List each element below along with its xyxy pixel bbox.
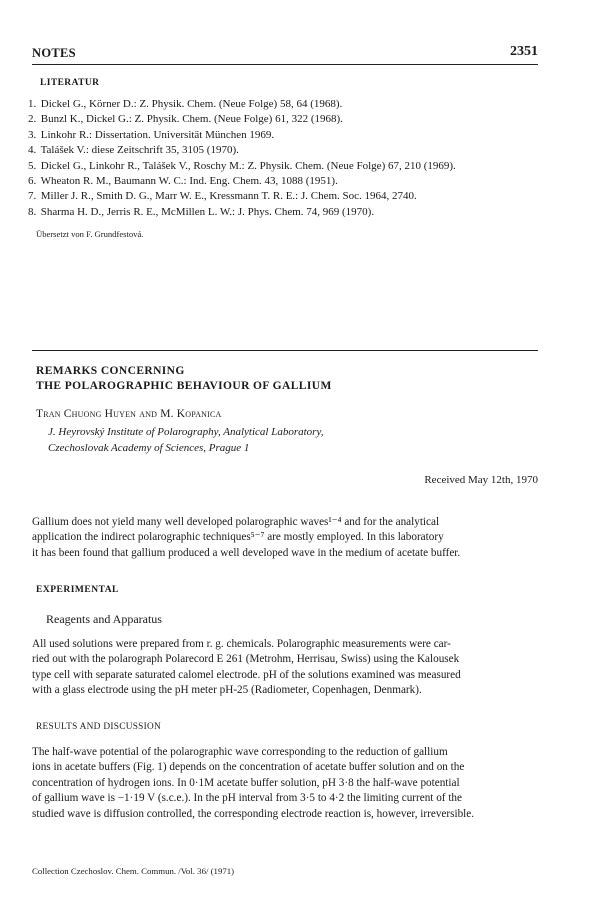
literature-heading: LITERATUR [40,78,100,88]
reference-item: 3. Linkohr R.: Dissertation. Universität München 1969. [28,128,275,141]
article-title-line-2: THE POLAROGRAPHIC BEHAVIOUR OF GALLIUM [36,380,332,392]
article-authors: Tran Chuong Huyen and M. Kopanica [36,408,222,420]
reference-item: 4. Talášek V.: diese Zeitschrift 35, 3105 (1970). [28,144,239,157]
results-heading: RESULTS AND DISCUSSION [36,722,162,732]
reference-item: 6. Wheaton R. M., Baumann W. C.: Ind. Eng. Chem. 43, 1088 (1951). [28,175,338,188]
received-date: Received May 12th, 1970 [424,474,538,486]
results-paragraph: The half-wave potential of the polarographic wave corresponding to the reduction of gallium ions in acetate buffers (Fig. 1) depends on the concentration of acetate buffer solution and on the concentration of hydrogen ions. In 0·1M acetate buffer solution, pH 3·8 the half-wave potential of gallium wave is −1·19 V (s.c.e.). In the pH interval from 3·5 to 4·2 the limiting current of the studied wave is diffusion controlled, the corresponding electrode reaction is, however, irreversible. [32,746,475,820]
reference-list [28,97,548,220]
reference-item: 7. Miller J. R., Smith D. G., Marr W. E., Kressmann T. R. E.: J. Chem. Soc. 1964, 2740. [28,190,417,203]
reference-item: 1. Dickel G., Körner D.: Z. Physik. Chem. (Neue Folge) 58, 64 (1968). [28,98,343,110]
journal-footer: Collection Czechoslov. Chem. Commun. /Vol. 36/ (1971) [32,866,235,876]
article-title-line-1: REMARKS CONCERNING [36,365,185,377]
reagents-paragraph: All used solutions were prepared from r. g. chemicals. Polarographic measurements were car- ried out with the polarograph Polarecord E 261 (Metrohm, Herrisau, Swiss) using the Kalousek type cell with separate saturated calomel electrode. pH of the solutions examined was measured with a glass electrode using the pH meter pH-25 (Radiometer, Copenhagen, Denmark). [32,638,461,697]
reagents-heading: Reagents and Apparatus [46,612,162,626]
reference-item: 5. Dickel G., Linkohr R., Talášek V., Roschy M.: Z. Physik. Chem. (Neue Folge) 67, 210 (1969). [28,159,456,172]
translator-note: Übersetzt von F. Grundfestová. [36,229,144,239]
reference-item: 2. Bunzl K., Dickel G.: Z. Physik. Chem. (Neue Folge) 61, 322 (1968). [28,113,343,126]
affiliation-line-2: Czechoslovak Academy of Sciences, Prague 1 [48,442,250,454]
reference-item: 8. Sharma H. D., Jerris R. E., McMillen L. W.: J. Phys. Chem. 74, 969 (1970). [28,205,375,218]
affiliation-line-1: J. Heyrovský Institute of Polarography, Analytical Laboratory, [48,426,324,438]
page-number: 2351 [510,44,538,59]
section-label: NOTES [32,46,76,60]
article-divider [32,350,538,351]
running-header [32,44,538,65]
experimental-heading: EXPERIMENTAL [36,585,119,595]
intro-paragraph: Gallium does not yield many well developed polarographic waves¹⁻⁴ and for the analytical application the indirect polarographic techniques⁵⁻⁷ are mostly employed. In this laboratory it has been found that gallium produced a well developed wave in the medium of acetate buffer. [32,516,461,559]
